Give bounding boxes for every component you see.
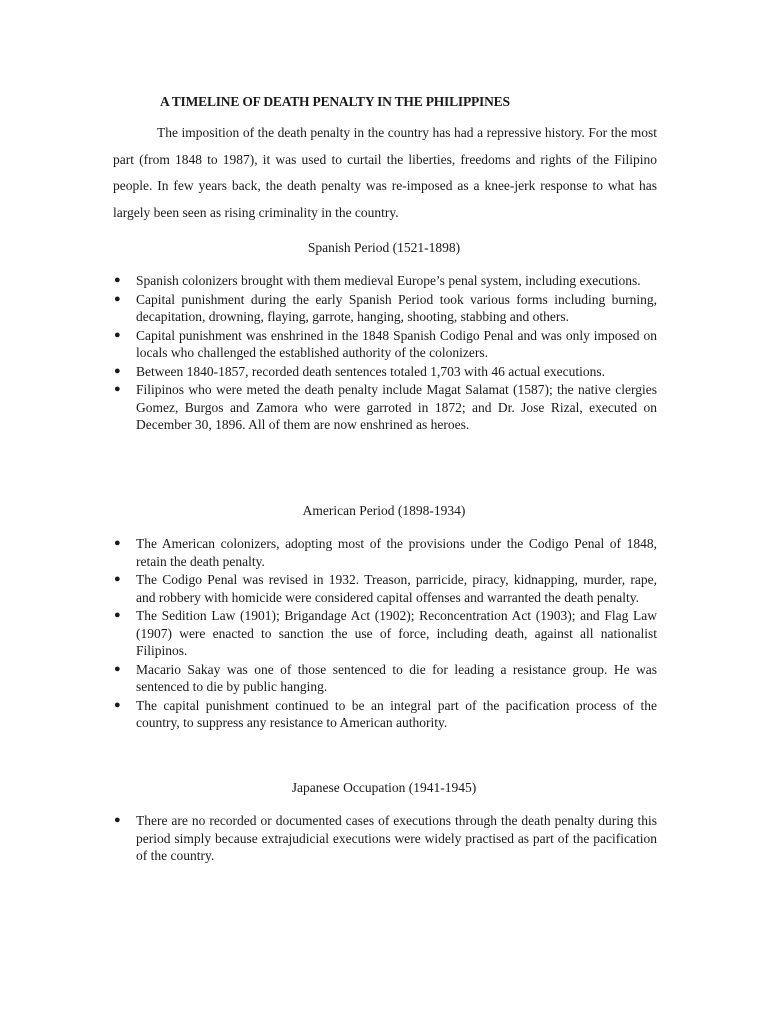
list-item: [113, 697, 657, 732]
list-item: [113, 812, 657, 865]
bullet-text: Capital punishment during the early Spanish Period took various forms including burning, decapitation, drowning, flaying, garrote, hanging, shooting, stabbing and others.: [136, 291, 657, 324]
list-item: [113, 571, 657, 606]
bullet-text: Between 1840-1857, recorded death sentences totaled 1,703 with 46 actual executions.: [136, 363, 605, 379]
bullet-icon: ●: [114, 383, 121, 395]
section-heading-american-period: American Period (1898-1934): [302, 503, 466, 518]
bullet-text: There are no recorded or documented cases of executions through the death penalty during this period simply because extrajudicial executions were widely practised as part of the pacification of the country.: [136, 813, 657, 863]
bullet-icon: ●: [114, 662, 121, 675]
bullet-text: The Codigo Penal was revised in 1932. Treason, parricide, piracy, kidnapping, murder, rape, and robbery with homicide were considered capital offenses and warranted the death penalty.: [136, 572, 657, 605]
bullet-text: The Sedition Law (1901); Brigandage Act (1902); Reconcentration Act (1903); and Flag Law (1907) were enacted to sanction the use of force, including death, against all nationalist Filipinos.: [136, 608, 657, 658]
list-item: [113, 291, 657, 326]
bullet-text: Macario Sakay was one of those sentenced to die for leading a resistance group. He was sentenced to die by public hanging.: [136, 661, 657, 694]
bullet-text: Capital punishment was enshrined in the 1848 Spanish Codigo Penal and was only imposed on locals who challenged the established authority of the colonizers.: [136, 327, 657, 360]
document-title: A TIMELINE OF DEATH PENALTY IN THE PHILIPPINES: [160, 94, 510, 109]
list-item: [113, 661, 657, 696]
bullet-icon: ●: [114, 364, 121, 377]
bullet-icon: ●: [114, 274, 121, 286]
bullet-icon: ●: [114, 537, 121, 549]
bullet-text: Filipinos who were meted the death penalty include Magat Salamat (1587); the native clergies Gomez, Burgos and Zamora who were garroted in 1872; and Dr. Jose Rizal, executed on December 30, 1896. All of them are now enshrined as heroes.: [136, 382, 657, 432]
bullet-icon: ●: [114, 328, 121, 341]
bullet-list-american-period: [113, 535, 657, 733]
section-heading-japanese-occupation: Japanese Occupation (1941-1945): [291, 780, 477, 795]
section-heading-spanish-period: Spanish Period (1521-1898): [307, 240, 461, 255]
bullet-text: The American colonizers, adopting most of the provisions under the Codigo Penal of 1848, retain the death penalty.: [136, 536, 657, 569]
list-item: [113, 607, 657, 660]
bullet-list-japanese-occupation: [113, 812, 657, 866]
bullet-list-spanish-period: [113, 272, 657, 435]
bullet-icon: ●: [114, 814, 121, 826]
list-item: [113, 535, 657, 570]
intro-paragraph: The imposition of the death penalty in the country has had a repressive history. For the most part (from 1848 to 1987), it was used to curtail the liberties, freedoms and rights of the Filipino people. In few years back, the death penalty was re-imposed as a knee-jerk response to what has largely been seen as rising criminality in the country.: [113, 125, 657, 220]
list-item: [113, 381, 657, 434]
bullet-icon: ●: [114, 698, 121, 711]
bullet-icon: ●: [114, 292, 121, 305]
bullet-text: The capital punishment continued to be an integral part of the pacification process of the country, to suppress any resistance to American authority.: [136, 697, 657, 730]
list-item: [113, 272, 657, 290]
list-item: [113, 327, 657, 362]
bullet-text: Spanish colonizers brought with them medieval Europe’s penal system, including executions.: [136, 273, 641, 288]
bullet-icon: ●: [114, 573, 121, 585]
bullet-icon: ●: [114, 609, 121, 621]
list-item: [113, 363, 657, 381]
